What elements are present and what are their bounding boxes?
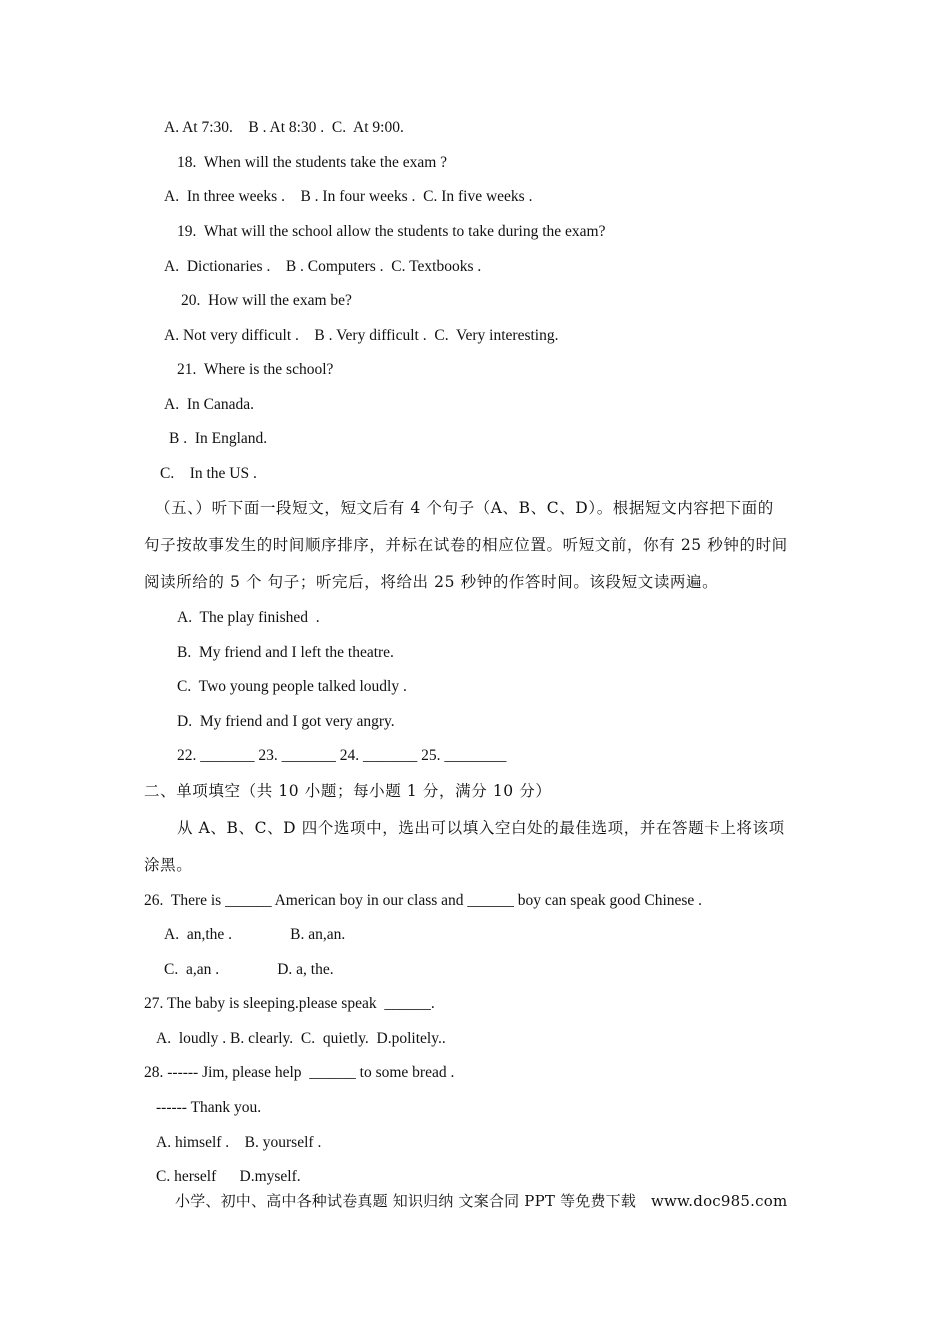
sentence-c: C. Two young people talked loudly . bbox=[177, 678, 407, 695]
q28-options-ab: A. himself . B. yourself . bbox=[156, 1134, 322, 1151]
section-2-instructions-line-1: 从 A、B、C、D 四个选项中，选出可以填入空白处的最佳选项，并在答题卡上将该项 bbox=[177, 819, 785, 837]
q21-option-c: C. In the US . bbox=[160, 465, 257, 482]
q28-options-cd: C. herself D.myself. bbox=[156, 1168, 301, 1185]
q20-options: A. Not very difficult . B . Very difficult . C. Very interesting. bbox=[164, 327, 559, 344]
q26-options-cd: C. a,an . D. a, the. bbox=[164, 961, 334, 978]
page-footer: 小学、初中、高中各种试卷真题 知识归纳 文案合同 PPT 等免费下载 www.doc985.com bbox=[175, 1192, 788, 1210]
section-2-heading: 二、单项填空（共 10 小题；每小题 1 分，满分 10 分） bbox=[144, 782, 552, 800]
q26-question: 26. There is ______ American boy in our class and ______ boy can speak good Chinese . bbox=[144, 892, 703, 909]
answer-blanks-22-25: 22. _______ 23. _______ 24. _______ 25. ________ bbox=[177, 747, 507, 764]
q18-options: A. In three weeks . B . In four weeks . C. In five weeks . bbox=[164, 188, 533, 205]
sentence-a: A. The play finished . bbox=[177, 609, 320, 626]
q28-reply: ------ Thank you. bbox=[156, 1099, 262, 1116]
q28-question: 28. ------ Jim, please help ______ to some bread . bbox=[144, 1064, 455, 1081]
q19-options: A. Dictionaries . B . Computers . C. Textbooks . bbox=[164, 258, 482, 275]
q21-question: 21. Where is the school? bbox=[177, 361, 334, 378]
section-5-instructions-line-1: （五、）听下面一段短文，短文后有 4 个句子（A、B、C、D）。根据短文内容把下面的 bbox=[155, 499, 774, 517]
q17-options: A. At 7:30. B . At 8:30 . C. At 9:00. bbox=[164, 119, 404, 136]
sentence-d: D. My friend and I got very angry. bbox=[177, 713, 395, 730]
sentence-b: B. My friend and I left the theatre. bbox=[177, 644, 394, 661]
q21-option-b: B . In England. bbox=[169, 430, 268, 447]
section-2-instructions-line-2: 涂黑。 bbox=[144, 856, 193, 874]
q26-options-ab: A. an,the . B. an,an. bbox=[164, 926, 346, 943]
q18-question: 18. When will the students take the exam ? bbox=[177, 154, 448, 171]
q27-options: A. loudly . B. clearly. C. quietly. D.politely.. bbox=[156, 1030, 446, 1047]
section-5-instructions-line-3: 阅读所给的 5 个 句子；听完后，将给出 25 秒钟的作答时间。该段短文读两遍。 bbox=[144, 573, 719, 591]
q27-question: 27. The baby is sleeping.please speak ______. bbox=[144, 995, 435, 1012]
q19-question: 19. What will the school allow the students to take during the exam? bbox=[177, 223, 606, 240]
q21-option-a: A. In Canada. bbox=[164, 396, 254, 413]
q20-question: 20. How will the exam be? bbox=[181, 292, 352, 309]
section-5-instructions-line-2: 句子按故事发生的时间顺序排序，并标在试卷的相应位置。听短文前，你有 25 秒钟的时间 bbox=[144, 536, 788, 554]
